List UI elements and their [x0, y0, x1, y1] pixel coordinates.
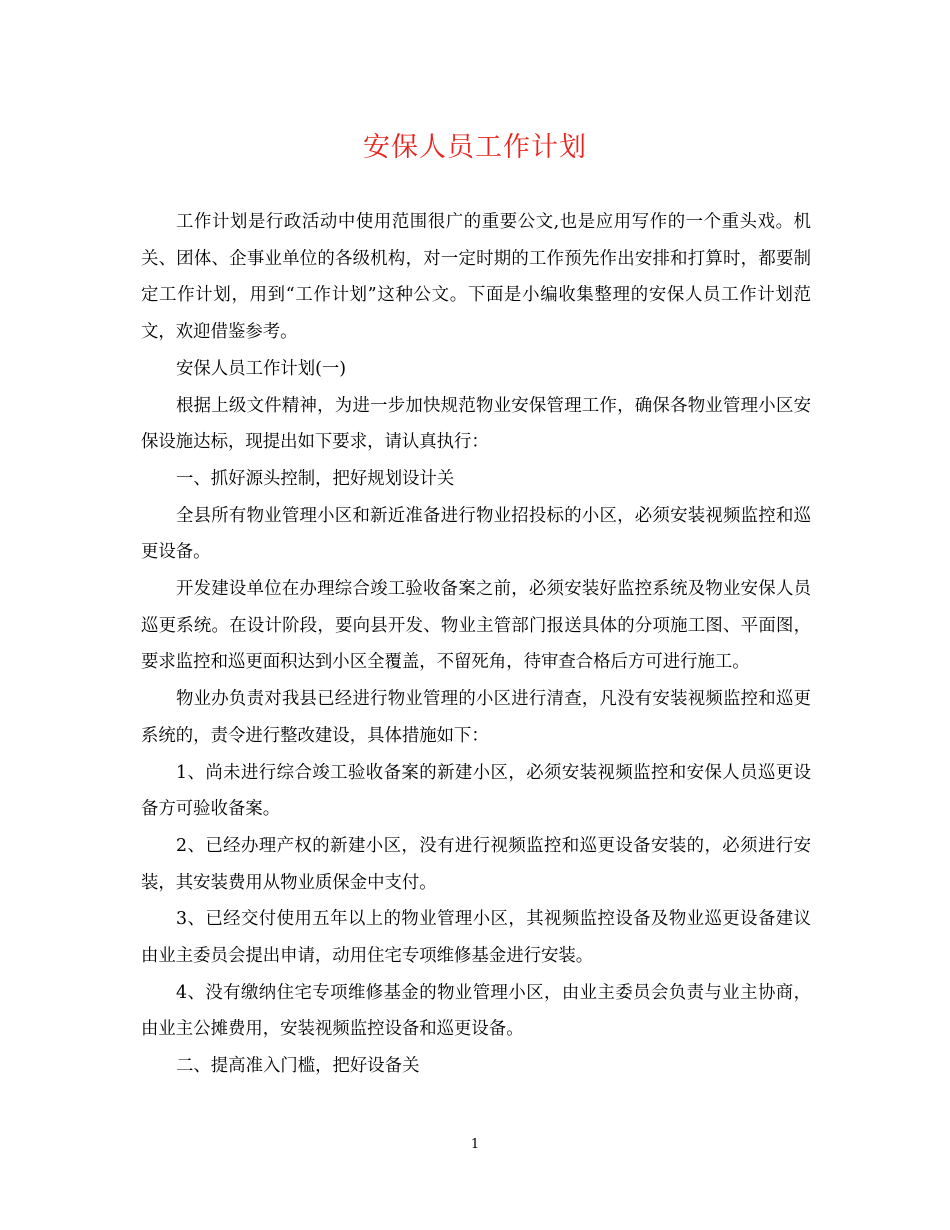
list-item: 4、没有缴纳住宅专项维修基金的物业管理小区，由业主委员会负责与业主协商，由业主公摊费用，安装视频监控设备和巡更设备。 — [141, 982, 811, 1040]
page-number: 1 — [470, 1137, 480, 1152]
paragraph: 物业办负责对我县已经进行物业管理的小区进行清查，凡没有安装视频监控和巡更系统的，责令进行整改建设，具体措施如下： — [141, 689, 811, 746]
paragraph: 根据上级文件精神，为进一步加快规范物业安保管理工作，确保各物业管理小区安保设施达标，现提出如下要求，请认真执行： — [141, 395, 811, 453]
paragraph: 全县所有物业管理小区和新近准备进行物业招投标的小区，必须安装视频监控和巡更设备。 — [141, 505, 811, 563]
section-heading: 安保人员工作计划(一) — [176, 358, 347, 379]
list-item: 1、尚未进行综合竣工验收备案的新建小区，必须安装视频监控和安保人员巡更设备方可验收备案。 — [141, 762, 811, 820]
section-heading: 一、抓好源头控制，把好规划设计关 — [176, 468, 455, 489]
list-item: 2、已经办理产权的新建小区，没有进行视频监控和巡更设备安装的，必须进行安装，其安装费用从物业质保金中支付。 — [141, 835, 811, 893]
paragraph: 开发建设单位在办理综合竣工验收备案之前，必须安装好监控系统及物业安保人员巡更系统。在设计阶段，要向县开发、物业主管部门报送具体的分项施工图、平面图，要求监控和巡更面积达到小区全覆盖，不留死角，待审查合格后方可进行施工。 — [141, 579, 811, 673]
section-heading: 二、提高准入门槛，把好设备关 — [176, 1056, 420, 1077]
document-title: 安保人员工作计划 — [363, 132, 587, 163]
document-body — [141, 204, 811, 1085]
list-item: 3、已经交付使用五年以上的物业管理小区，其视频监控设备及物业巡更设备建议由业主委员会提出申请，动用住宅专项维修基金进行安装。 — [141, 909, 811, 967]
paragraph: 工作计划是行政活动中使用范围很广的重要公文,也是应用写作的一个重头戏。机关、团体、企事业单位的各级机构，对一定时期的工作预先作出安排和打算时，都要制定工作计划，用到“工作计划”这种公文。下面是小编收集整理的安保人员工作计划范文，欢迎借鉴参考。 — [141, 212, 811, 343]
